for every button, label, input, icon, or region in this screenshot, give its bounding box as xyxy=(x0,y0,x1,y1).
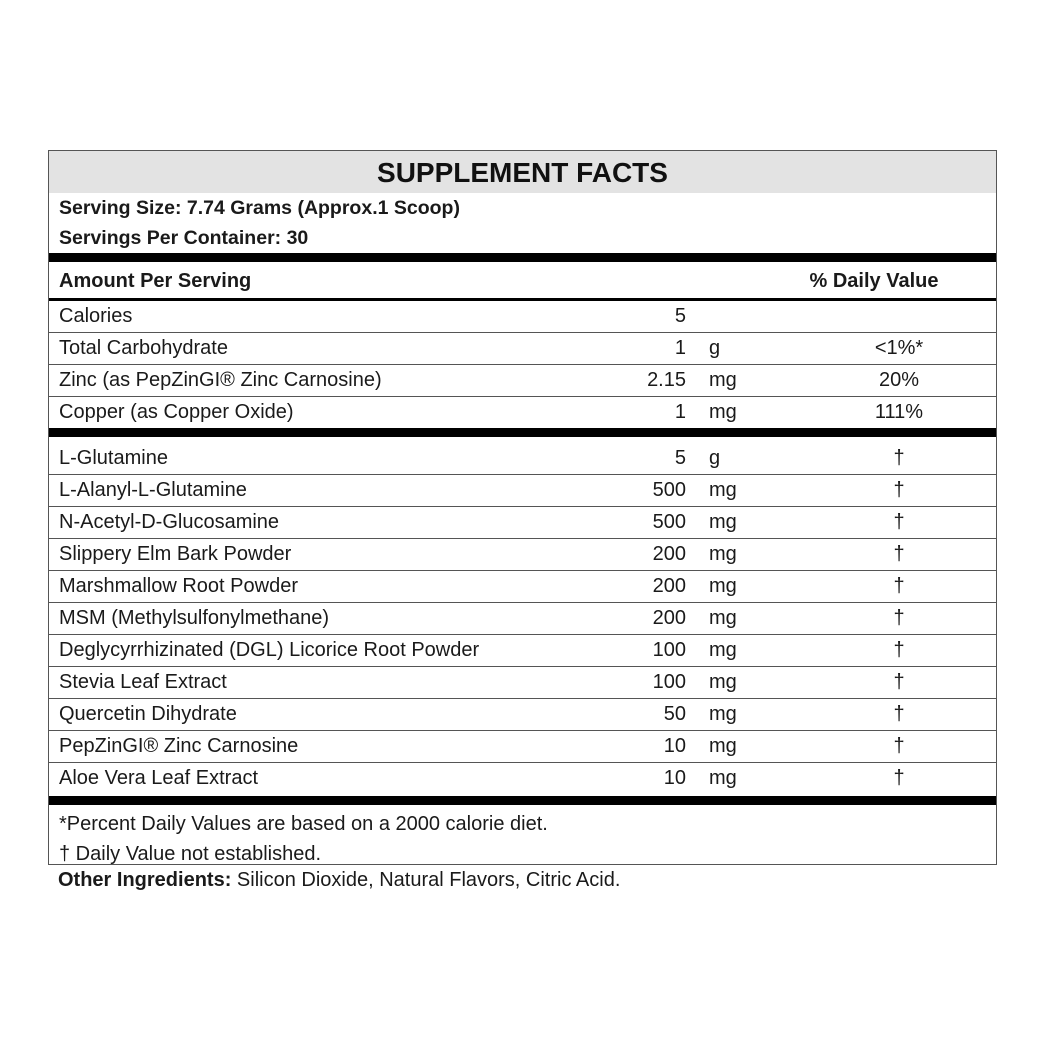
row-name: N-Acetyl-D-Glucosamine xyxy=(59,511,280,533)
ingredient-row xyxy=(49,763,996,794)
ingredient-row xyxy=(49,443,996,474)
row-unit: mg xyxy=(709,575,737,597)
row-name: Copper (as Copper Oxide) xyxy=(59,401,294,423)
row-amount: 500 xyxy=(652,479,686,501)
ingredient-row xyxy=(49,667,996,698)
row-amount: 5 xyxy=(674,305,686,327)
ingredient-row xyxy=(49,635,996,666)
row-dv: † xyxy=(893,671,905,693)
row-amount: 200 xyxy=(652,575,686,597)
row-amount: 1 xyxy=(674,401,686,423)
row-unit: mg xyxy=(709,401,737,423)
ingredient-row xyxy=(49,571,996,602)
row-amount: 1 xyxy=(674,337,686,359)
row-amount: 10 xyxy=(663,735,686,757)
servings-per-container: Servings Per Container: 30 xyxy=(59,227,309,249)
row-unit: mg xyxy=(709,703,737,725)
row-dv: 111% xyxy=(874,401,924,423)
row-amount: 500 xyxy=(652,511,686,533)
row-dv: † xyxy=(893,607,905,629)
nutrient-row xyxy=(49,397,996,428)
row-dv: † xyxy=(893,479,905,501)
row-name: Deglycyrrhizinated (DGL) Licorice Root Powder xyxy=(59,639,480,661)
ingredient-row xyxy=(49,507,996,538)
row-name: Calories xyxy=(59,305,133,327)
row-dv: † xyxy=(893,447,905,469)
other-ingredients-label: Other Ingredients: xyxy=(58,869,232,891)
panel-title: SUPPLEMENT FACTS xyxy=(49,151,996,193)
row-unit: mg xyxy=(709,543,737,565)
row-name: Total Carbohydrate xyxy=(59,337,228,359)
row-dv: † xyxy=(893,703,905,725)
footnote-percent-dv: *Percent Daily Values are based on a 2000 calorie diet. xyxy=(59,813,548,835)
row-name: Stevia Leaf Extract xyxy=(59,671,227,693)
other-ingredients xyxy=(58,869,620,892)
row-name: Marshmallow Root Powder xyxy=(59,575,298,597)
row-dv: <1%* xyxy=(874,337,924,359)
serving-size: Serving Size: 7.74 Grams (Approx.1 Scoop) xyxy=(59,197,460,219)
supplement-facts-panel xyxy=(48,150,997,865)
row-unit: mg xyxy=(709,369,737,391)
nutrient-row xyxy=(49,333,996,364)
amount-per-serving-header: Amount Per Serving xyxy=(59,270,252,292)
nutrient-list xyxy=(49,301,996,428)
row-name: L-Alanyl-L-Glutamine xyxy=(59,479,247,501)
daily-value-header: % Daily Value xyxy=(809,270,939,292)
row-dv: † xyxy=(893,575,905,597)
row-unit: g xyxy=(709,337,721,359)
row-dv: † xyxy=(893,639,905,661)
row-dv: † xyxy=(893,735,905,757)
row-amount: 10 xyxy=(663,767,686,789)
row-amount: 200 xyxy=(652,543,686,565)
ingredient-list xyxy=(49,443,996,794)
row-unit: mg xyxy=(709,639,737,661)
row-name: Quercetin Dihydrate xyxy=(59,703,237,725)
row-unit: mg xyxy=(709,735,737,757)
row-name: L-Glutamine xyxy=(59,447,168,469)
row-unit: mg xyxy=(709,607,737,629)
row-name: Zinc (as PepZinGI® Zinc Carnosine) xyxy=(59,369,382,391)
row-amount: 50 xyxy=(663,703,686,725)
row-unit: mg xyxy=(709,511,737,533)
row-unit: mg xyxy=(709,767,737,789)
row-dv: † xyxy=(893,543,905,565)
row-dv: † xyxy=(893,511,905,533)
thick-divider xyxy=(49,796,996,805)
ingredient-row xyxy=(49,603,996,634)
row-name: MSM (Methylsulfonylmethane) xyxy=(59,607,330,629)
row-amount: 5 xyxy=(674,447,686,469)
ingredient-row xyxy=(49,539,996,570)
row-unit: mg xyxy=(709,479,737,501)
column-header-row xyxy=(49,262,996,298)
row-dv: † xyxy=(893,767,905,789)
ingredient-row xyxy=(49,731,996,762)
row-name: Aloe Vera Leaf Extract xyxy=(59,767,259,789)
nutrient-row xyxy=(49,365,996,396)
row-name: PepZinGI® Zinc Carnosine xyxy=(59,735,299,757)
row-amount: 2.15 xyxy=(647,369,686,391)
ingredient-row xyxy=(49,475,996,506)
row-amount: 200 xyxy=(652,607,686,629)
ingredient-row xyxy=(49,699,996,730)
thick-divider xyxy=(49,428,996,437)
row-unit: mg xyxy=(709,671,737,693)
nutrient-row xyxy=(49,301,996,332)
other-ingredients-text: Silicon Dioxide, Natural Flavors, Citric Acid. xyxy=(231,869,621,891)
row-amount: 100 xyxy=(652,671,686,693)
row-amount: 100 xyxy=(652,639,686,661)
row-name: Slippery Elm Bark Powder xyxy=(59,543,292,565)
row-unit: g xyxy=(709,447,721,469)
thick-divider xyxy=(49,253,996,262)
footnote-dagger: † Daily Value not established. xyxy=(59,843,322,865)
row-dv: 20% xyxy=(878,369,920,391)
